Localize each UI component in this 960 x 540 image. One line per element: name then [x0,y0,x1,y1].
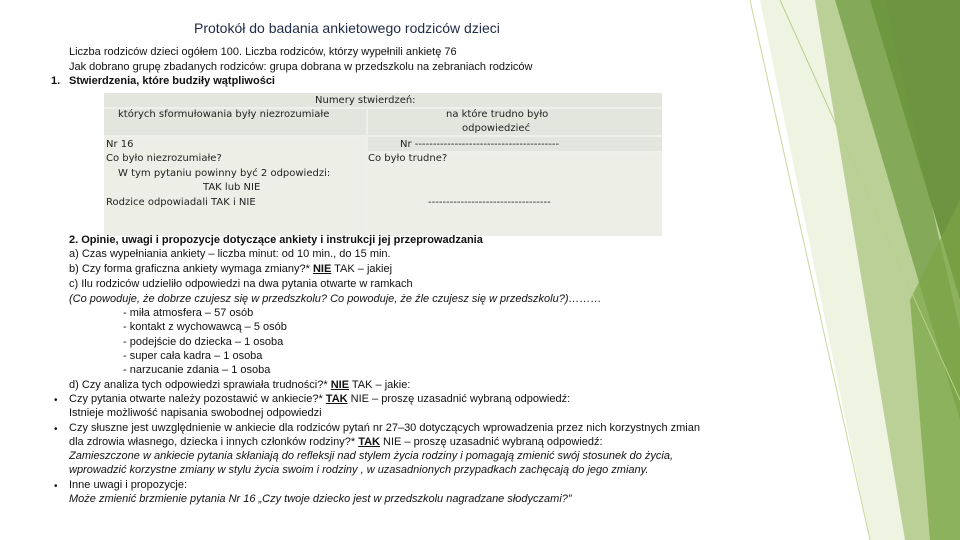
item-e-alt: NIE – proszę uzasadnić wybraną odpowiedź: [347,393,571,405]
item-d-text: d) Czy analiza tych odpowiedzi sprawiała trudności?* [69,379,331,391]
col2-question: Co było trudne? [368,153,448,164]
bullet-3: • [54,481,58,492]
col1-line-5: Rodzice odpowiadali TAK i NIE [106,197,256,208]
col1-line-2: Co było niezrozumiałe? [106,153,222,164]
section-1-number: 1. [51,75,61,87]
answer-item-2: - kontakt z wychowawcą – 5 osób [123,321,287,333]
item-f-justification-1: Zamieszczone w ankiecie pytania skłaniają do refleksji nad stylem życia rodziny i pomagają zmienić swój stosunek do życia, [69,450,674,462]
col1-header: których sformułowania były niezrozumiałe [118,109,330,120]
item-b-alt: TAK – jakiej [331,263,393,275]
item-f: Czy słuszne jest uwzględnienie w ankiecie dla rodziców pytań nr 27–30 dotyczących wprowadzenia przez nich korzystnych zmian [69,422,700,434]
col2-header-line1: na które trudno było [446,109,549,120]
item-c-questions: (Co powoduje, że dobrze czujesz się w przedszkolu? Co powoduje, że źle czujesz się w przedszkolu?)……… [69,293,602,305]
bullet-1: • [54,395,58,406]
item-c: c) Ilu rodziców udzieliło odpowiedzi na dwa pytania otwarte w ramkach [69,278,413,290]
item-b [69,262,392,276]
item-e-answer: TAK [325,393,348,405]
item-e-text: Czy pytania otwarte należy pozostawić w ankiecie?* [69,393,326,405]
item-b-text: b) Czy forma graficzna ankiety wymaga zmiany?* [69,263,313,275]
section-1-heading: Stwierdzenia, które budziły wątpliwości [69,75,275,87]
item-g-proposal: Może zmienić brzmienie pytania Nr 16 „Czy twoje dziecko jest w przedszkolu nagradzane słodyczami?” [69,493,572,505]
item-e-justification: Istnieje możliwość napisania swobodnej odpowiedzi [69,407,322,419]
item-b-answer: NIE [312,263,332,275]
answer-item-4: - super cała kadra – 1 osoba [123,350,263,362]
item-a: a) Czas wypełniania ankiety – liczba minut: od 10 min., do 15 min. [69,248,391,260]
answer-item-1: - miła atmosfera – 57 osób [123,307,254,319]
col2-dashes: ---------------------------------- [428,197,551,208]
section-2-heading: 2. Opinie, uwagi i propozycje dotyczące ankiety i instrukcji jej przeprowadzania [69,234,483,246]
col2-header-line2: odpowiedzieć [462,123,531,134]
item-d-alt: TAK – jakie: [349,379,411,391]
page-title: Protokół do badania ankietowego rodziców dzieci [194,20,500,36]
table-header: Numery stwierdzeń: [315,95,416,106]
decorative-green-shapes [720,0,960,540]
item-f-line2 [69,435,603,449]
bullet-2: • [54,424,58,435]
item-f-text: dla zdrowia własnego, dziecka i innych członków rodziny?* [69,436,359,448]
item-g: Inne uwagi i propozycje: [69,479,188,491]
statements-table [104,93,662,236]
col1-line-4: TAK lub NIE [203,182,261,193]
answer-item-3: - podejście do dziecka – 1 osoba [123,336,284,348]
intro-line-1: Liczba rodziców dzieci ogółem 100. Liczba rodziców, którzy wypełnili ankietę 76 [69,46,457,58]
col1-line-1: Nr 16 [106,139,134,150]
item-f-justification-2: wprowadzić korzystne zmiany w stylu życia swoim i rodziny , w uzasadnionych przypadkach zachęcają do jego zmiany. [69,464,649,476]
col1-line-3: W tym pytaniu powinny być 2 odpowiedzi: [118,168,331,179]
item-f-alt: NIE – proszę uzasadnić wybraną odpowiedź: [380,436,603,448]
intro-line-2: Jak dobrano grupę zbadanych rodziców: grupa dobrana w przedszkolu na zebraniach rodziców [69,61,533,73]
item-d-answer: NIE [330,379,350,391]
answer-item-5: - narzucanie zdania – 1 osoba [123,364,271,376]
item-e [69,392,570,406]
item-f-answer: TAK [358,436,380,448]
col2-nr: Nr ---------------------------------------- [400,139,560,150]
item-d [69,378,410,392]
